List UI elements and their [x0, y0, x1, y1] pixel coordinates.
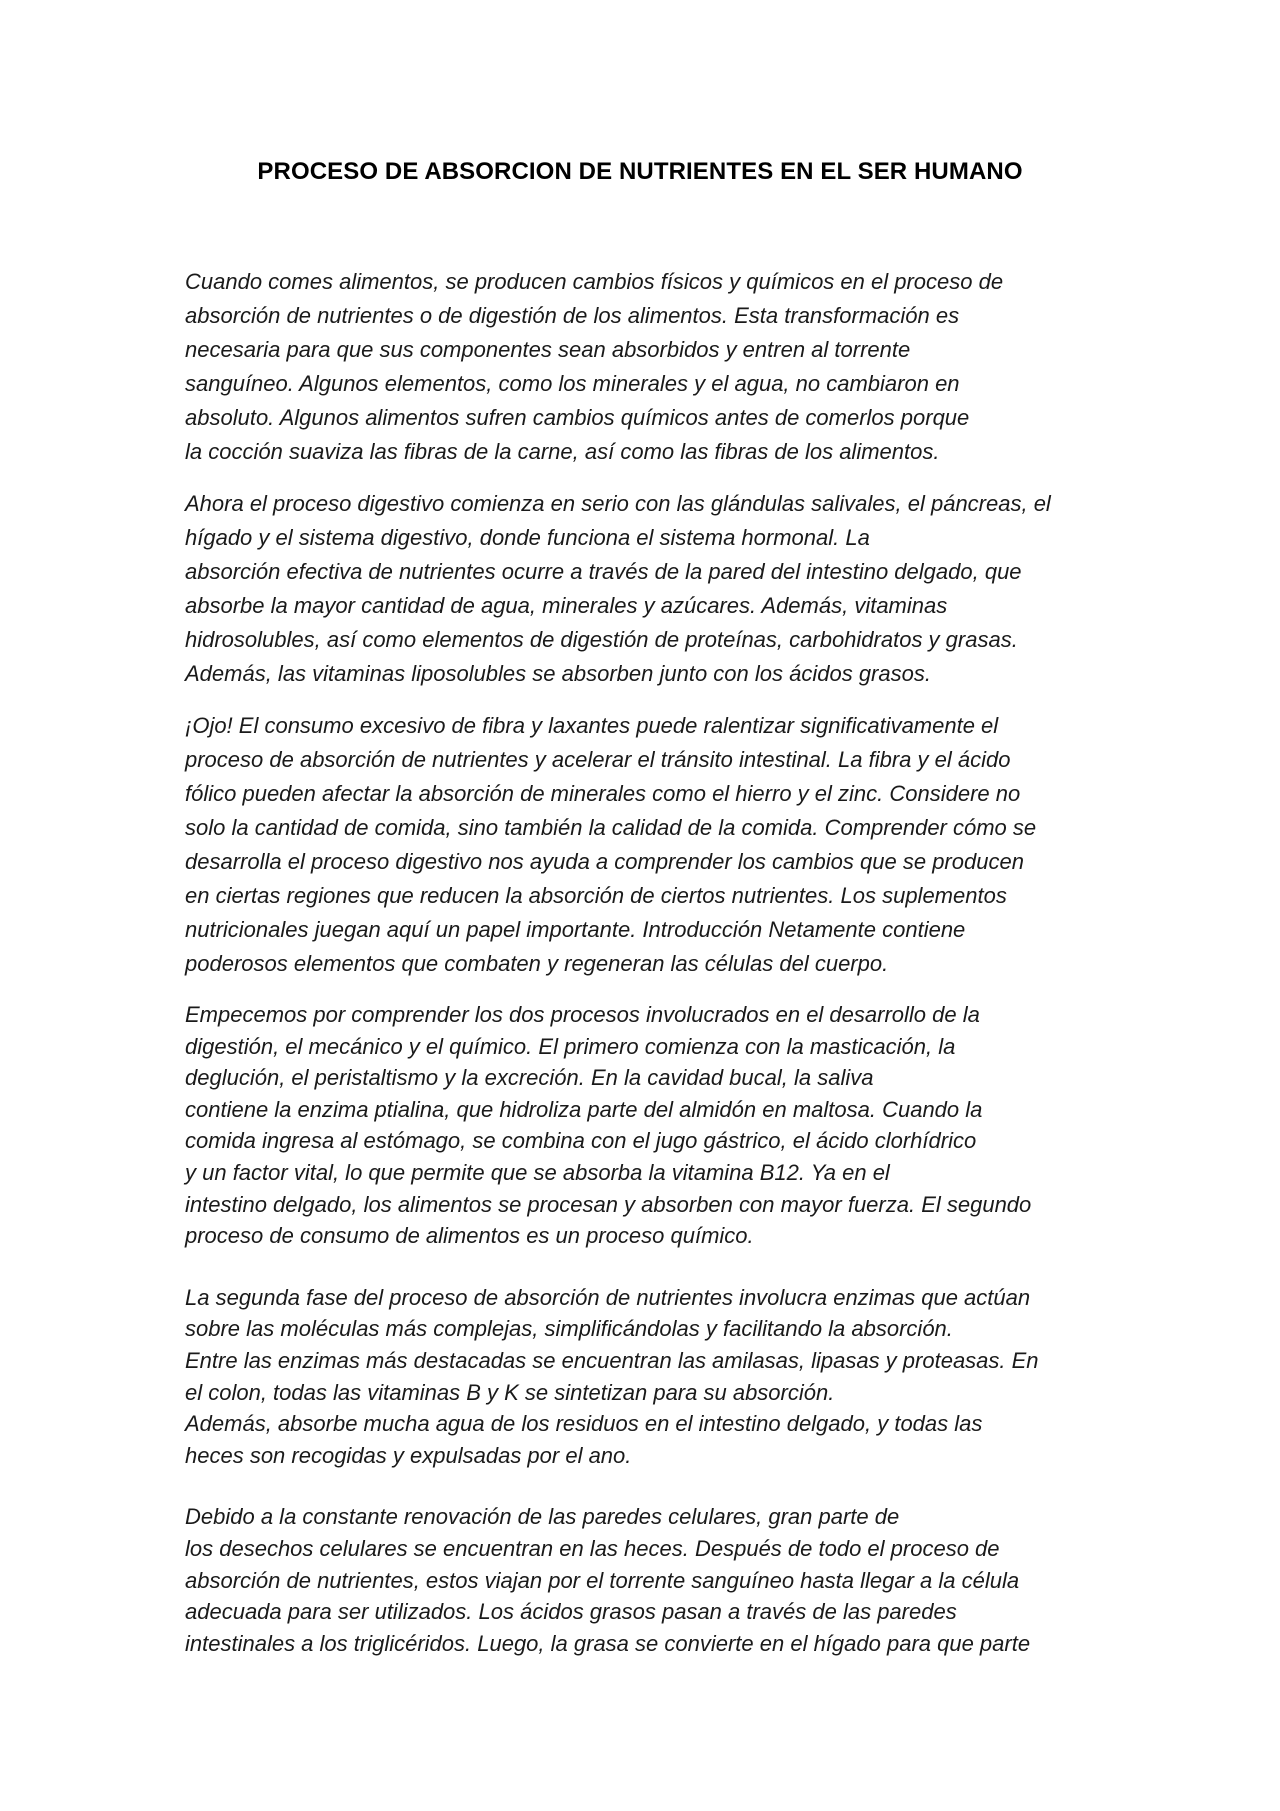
text-line: poderosos elementos que combaten y regeneran las células del cuerpo. [185, 951, 889, 976]
text-line: proceso de absorción de nutrientes y acelerar el tránsito intestinal. La fibra y el ácido [185, 747, 1011, 772]
text-line: deglución, el peristaltismo y la excreción. En la cavidad bucal, la saliva [185, 1065, 874, 1091]
text-line: absoluto. Algunos alimentos sufren cambios químicos antes de comerlos porque [185, 405, 970, 430]
text-line: hígado y el sistema digestivo, donde funciona el sistema hormonal. La [185, 525, 870, 550]
text-line: necesaria para que sus componentes sean absorbidos y entren al torrente [185, 337, 911, 362]
text-line: fólico pueden afectar la absorción de minerales como el hierro y el zinc. Considere no [185, 781, 1021, 806]
text-line: La segunda fase del proceso de absorción de nutrientes involucra enzimas que actúan [185, 1284, 1031, 1310]
paragraph [185, 1501, 1105, 1659]
text-line: heces son recogidas y expulsadas por el ano. [185, 1442, 632, 1468]
text-line: Además, las vitaminas liposolubles se absorben junto con los ácidos grasos. [185, 661, 931, 686]
text-line: la cocción suaviza las fibras de la carne, así como las fibras de los alimentos. [185, 439, 940, 464]
text-line: absorción de nutrientes, estos viajan por el torrente sanguíneo hasta llegar a la célula [185, 1567, 1020, 1593]
text-line: absorbe la mayor cantidad de agua, minerales y azúcares. Además, vitaminas [185, 593, 948, 618]
text-line: proceso de consumo de alimentos es un proceso químico. [185, 1223, 754, 1249]
text-line: en ciertas regiones que reducen la absorción de ciertos nutrientes. Los suplementos [185, 883, 1007, 908]
text-line: solo la cantidad de comida, sino también la calidad de la comida. Comprender cómo se [185, 815, 1037, 840]
paragraph [185, 487, 1105, 691]
text-line: digestión, el mecánico y el químico. El primero comienza con la masticación, la [185, 1033, 956, 1059]
text-line: Debido a la constante renovación de las paredes celulares, gran parte de [185, 1504, 900, 1530]
text-line: los desechos celulares se encuentran en las heces. Después de todo el proceso de [185, 1535, 1000, 1561]
text-line: sobre las moléculas más complejas, simplificándolas y facilitando la absorción. [185, 1316, 953, 1342]
text-line: ¡Ojo! El consumo excesivo de fibra y laxantes puede ralentizar significativamente el [185, 713, 999, 738]
text-line: absorción de nutrientes o de digestión de los alimentos. Esta transformación es [185, 303, 960, 328]
text-line: adecuada para ser utilizados. Los ácidos grasos pasan a través de las paredes [185, 1599, 957, 1625]
text-line: sanguíneo. Algunos elementos, como los minerales y el agua, no cambiaron en [185, 371, 960, 396]
text-line: Entre las enzimas más destacadas se encuentran las amilasas, lipasas y proteasas. En [185, 1347, 1039, 1373]
text-line: Ahora el proceso digestivo comienza en serio con las glándulas salivales, el páncreas, el [185, 491, 1051, 516]
text-line: intestino delgado, los alimentos se procesan y absorben con mayor fuerza. El segundo [185, 1191, 1032, 1217]
text-line: Además, absorbe mucha agua de los residuos en el intestino delgado, y todas las [185, 1411, 983, 1437]
document-body [185, 265, 1105, 1659]
text-line: nutricionales juegan aquí un papel importante. Introducción Netamente contiene [185, 917, 966, 942]
paragraph [185, 709, 1105, 981]
text-line: intestinales a los triglicéridos. Luego, la grasa se convierte en el hígado para que parte [185, 1630, 1031, 1656]
text-line: desarrolla el proceso digestivo nos ayuda a comprender los cambios que se producen [185, 849, 1024, 874]
text-line: contiene la enzima ptialina, que hidroliza parte del almidón en maltosa. Cuando la [185, 1096, 983, 1122]
paragraph [185, 999, 1105, 1252]
text-line: absorción efectiva de nutrientes ocurre a través de la pared del intestino delgado, que [185, 559, 1022, 584]
paragraph [185, 265, 1105, 469]
text-line: Cuando comes alimentos, se producen cambios físicos y químicos en el proceso de [185, 269, 1004, 294]
paragraph [185, 1282, 1105, 1472]
text-line: hidrosolubles, así como elementos de digestión de proteínas, carbohidratos y grasas. [185, 627, 1018, 652]
text-line: el colon, todas las vitaminas B y K se sintetizan para su absorción. [185, 1379, 835, 1405]
text-line: comida ingresa al estómago, se combina con el jugo gástrico, el ácido clorhídrico [185, 1128, 977, 1154]
text-line: Empecemos por comprender los dos procesos involucrados en el desarrollo de la [185, 1002, 980, 1027]
document-title: PROCESO DE ABSORCION DE NUTRIENTES EN EL SER HUMANO [257, 158, 1023, 185]
text-line: y un factor vital, lo que permite que se absorba la vitamina B12. Ya en el [185, 1159, 890, 1185]
